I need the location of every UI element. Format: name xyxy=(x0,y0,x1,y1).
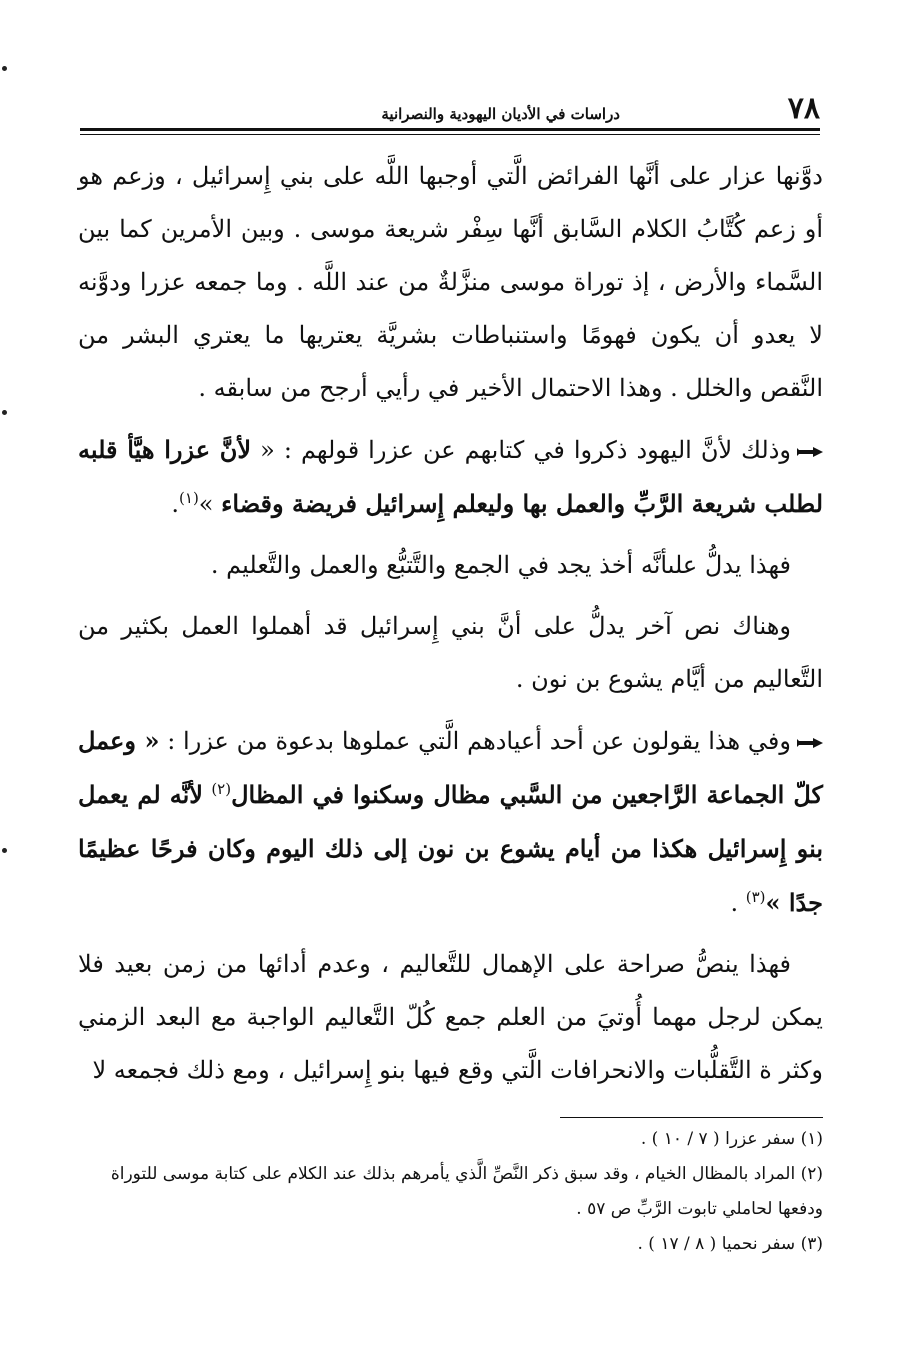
footnote-separator xyxy=(560,1117,823,1118)
paragraph: دوَّنها عزار على أنَّها الفرائض الَّتي أوجبها اللَّه على بني إِسرائيل ، وزعم هو أو زعم كُتَّابُ الكلام السَّابق أنَّها سِفْر شريعة موسى . وبين الأمرين كما بين السَّماء والأرض ، إذ توراة موسى منزَّلةٌ من عند اللَّه . وما جمعه عزرا ودوَّنه لا يعدو أن يكون فهومًا واستنباطات بشريَّة يعتريها ما يعتري البشر من النَّقص والخلل . وهذا الاحتمال الأخير في رأيي أرجح من سابقه . xyxy=(78,162,823,402)
paragraph: وهناك نص آخر يدلُّ على أنَّ بني إِسرائيل قد أهملوا العمل بكثير من التَّعاليم من أيَّام يشوع بن نون . xyxy=(78,612,823,693)
paragraph: فهذا يدلُّ علىأنَّه أخذ يجد في الجمع والتَّتبُّع والعمل والتَّعليم . xyxy=(210,551,791,579)
sentence-end: . xyxy=(730,889,739,917)
main-text xyxy=(78,150,823,1105)
quoted-text: لأنَّه لم يعمل بنو إِسرائيل هكذا من أيام يشوع بن نون إلى ذلك اليوم وكان فرحًا عظيمًا جدًا » xyxy=(78,780,824,917)
scan-mark xyxy=(2,848,7,853)
paragraph: فهذا ينصُّ صراحة على الإهمال للتَّعاليم ، وعدم أدائها من زمن بعيد فلا يمكن لرجل مهما أُوتيَ من العلم جمع كُلّ التَّعاليم الواجبة مع البعد الزمني وكثر ة التَّقلُّبات والانحرافات الَّتي وقع فيها بنو إِسرائيل ، ومع ذلك فجمعه لا xyxy=(78,950,823,1084)
pointing-arrow-icon xyxy=(797,737,823,749)
quote-intro: وذلك لأنَّ اليهود ذكروا في كتابهم عن عزرا قولهم : « xyxy=(260,436,791,464)
header-rule xyxy=(80,128,820,131)
pointing-arrow-icon xyxy=(797,446,823,458)
page-header xyxy=(80,92,820,128)
sentence-end: . xyxy=(171,490,180,518)
paragraph-quote xyxy=(78,714,823,930)
quote-intro: وفي هذا يقولون عن أحد أعيادهم الَّتي عملوها بدعوة من عزرا : xyxy=(167,727,791,755)
scan-mark xyxy=(2,66,7,71)
quoted-text: « وعمل كلّ الجماعة الرَّاجعين من السَّبي مظال وسكنوا في المظال xyxy=(78,726,823,809)
footnotes xyxy=(78,1122,823,1262)
running-title: دراسات في الأديان اليهودية والنصرانية xyxy=(381,105,620,123)
footnote-ref: (٢) xyxy=(211,780,232,798)
footnote: (٣) سفر نحميا ( ٨ / ١٧ ) . xyxy=(637,1234,823,1254)
quote-close: » xyxy=(198,490,214,518)
footnote-ref: (١) xyxy=(179,489,199,507)
footnote-ref: (٣) xyxy=(745,888,766,906)
paragraph-quote xyxy=(78,423,823,531)
scan-mark xyxy=(2,410,7,415)
page-number: ٧٨ xyxy=(787,91,820,126)
footnote: (١) سفر عزرا ( ٧ / ١٠ ) . xyxy=(640,1129,823,1149)
quoted-text: لأنَّ عزرا هيَّأ قلبه لطلب شريعة الرَّبِّ والعمل بها وليعلم إِسرائيل فريضة وقضاء xyxy=(78,435,823,518)
footnote: (٢) المراد بالمظال الخيام ، وقد سبق ذكر النَّصِّ الَّذي يأمرهم بذلك عند الكلام على كتابة موسى للتوراة ودفعها لحاملي تابوت الرَّبِّ ص ٥٧ . xyxy=(110,1164,823,1219)
header-rule-thin xyxy=(80,134,820,135)
